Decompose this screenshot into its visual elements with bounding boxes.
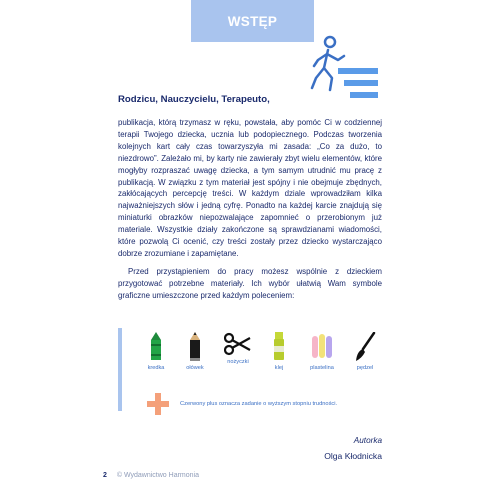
glue-stick-icon xyxy=(272,332,286,362)
salutation: Rodzicu, Nauczycielu, Terapeuto, xyxy=(118,94,270,105)
pencil-icon xyxy=(188,332,202,362)
publisher-credit: © Wydawnictwo Harmonia xyxy=(116,472,199,479)
section-header xyxy=(191,0,314,42)
tool-label: klej xyxy=(274,365,284,371)
paintbrush-icon xyxy=(354,332,376,362)
paragraph-2: Przed przystąpieniem do pracy możesz wspólnie z dzieckiem przygotować potrzebne materiały. Ich wybór ułatwią Wam symbole graficzne umieszczone przed każdym poleceniem: xyxy=(118,266,382,300)
paragraph-1: publikacja, którą trzymasz w ręku, powstała, aby pomóc Ci w codziennej terapii Twojego dziecka, ucznia lub podopiecznego. Podczas tworzenia kolejnych kart cały czas towarzyszyła mi zasada: „Co za dużo, to niezdrowo”. Zależało mi, by karty nie zawierały zbyt wielu elementów, które mogłyby rozpraszać uwagę dziecka, a tym samym utrudnić mu pracę z publikacją. W związku z tym materiał jest spójny i nie obejmuje zbędnych, zakłócających percepcję treści. W każdym dziale wprowadziłam kilka najważniejszych słów i jedną cyfrę. Ponadto na każdej karcie znajdują się miniaturki obrazków niepozwalające zapomnieć o przerobionym już materiale. Wszystkie działy zakończone są sprawdzianami wiadomości, które pozwolą Ci ocenić, czy treści zostały przez dziecko wystarczająco dobrze zrozumiane i zapamiętane. xyxy=(118,118,382,258)
tool-plasticine xyxy=(302,332,342,371)
page-number: 2 xyxy=(103,472,107,479)
page-footer xyxy=(103,472,199,479)
green-crayon-icon xyxy=(149,332,163,362)
tool-label: plastelina xyxy=(310,365,334,371)
author-role: Autorka xyxy=(353,436,382,445)
tool-label: ołówek xyxy=(186,365,204,371)
tool-label: nożyczki xyxy=(227,359,249,365)
plasticine-icon xyxy=(311,332,333,362)
intro-body xyxy=(118,117,382,308)
tool-crayon xyxy=(136,332,176,371)
author-name: Olga Kłodnicka xyxy=(324,451,382,461)
section-title: WSTĘP xyxy=(227,13,278,29)
tool-glue xyxy=(259,332,299,371)
scissors-icon xyxy=(224,332,252,356)
tool-pencil xyxy=(175,332,215,371)
tool-label: kredka xyxy=(147,365,165,371)
person-climbing-stairs-icon xyxy=(300,34,384,104)
plus-icon xyxy=(147,393,169,415)
tool-label: pędzel xyxy=(356,365,374,371)
tool-scissors xyxy=(218,332,258,365)
tool-paintbrush xyxy=(345,332,385,371)
tools-accent-bar xyxy=(118,328,122,411)
difficulty-note: Czerwony plus oznacza zadanie o wyższym stopniu trudności. xyxy=(180,401,338,407)
